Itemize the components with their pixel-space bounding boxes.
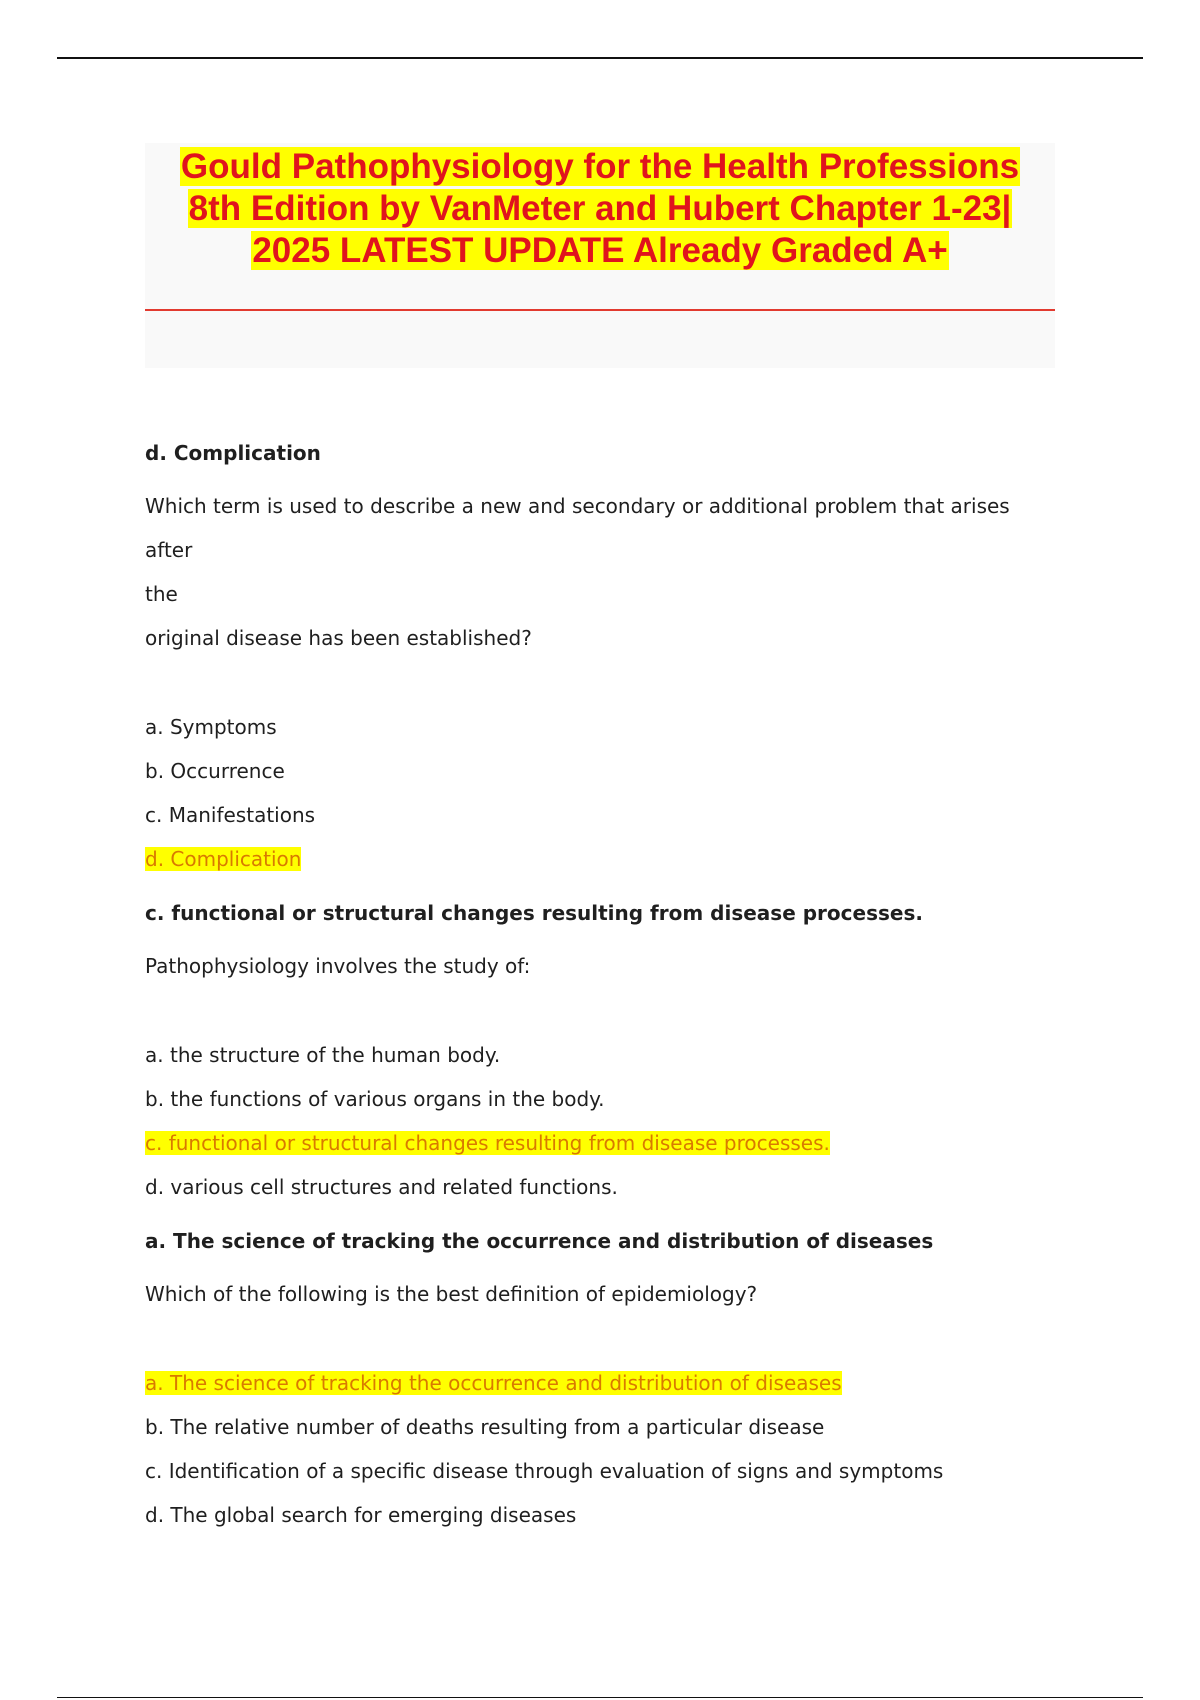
option-a: a. the structure of the human body. xyxy=(145,1043,501,1067)
answer-heading: c. functional or structural changes resulting from disease processes. xyxy=(145,901,923,925)
option-c: c. Manifestations xyxy=(145,803,316,827)
option-d-correct: d. Complication xyxy=(145,847,302,871)
bottom-rule xyxy=(57,1697,1143,1698)
question-list xyxy=(145,438,1055,1537)
answer-heading: d. Complication xyxy=(145,441,321,465)
title-line: Gould Pathophysiology for the Health Professions xyxy=(180,147,1020,186)
top-rule xyxy=(57,57,1143,59)
option-d: d. various cell structures and related functions. xyxy=(145,1175,618,1199)
option-b: b. The relative number of deaths resulting from a particular disease xyxy=(145,1415,825,1439)
option-c: c. Identification of a specific disease through evaluation of signs and symptoms xyxy=(145,1459,944,1483)
title-block xyxy=(145,143,1055,368)
title-line: 8th Edition by VanMeter and Hubert Chapter 1-23| xyxy=(188,189,1012,228)
option-b: b. Occurrence xyxy=(145,759,285,783)
title-underline xyxy=(145,309,1055,311)
title-line: 2025 LATEST UPDATE Already Graded A+ xyxy=(252,231,948,270)
option-c-correct: c. functional or structural changes resulting from disease processes. xyxy=(145,1131,830,1155)
question-text: Pathophysiology involves the study of: xyxy=(145,954,531,978)
question-text: Which of the following is the best definition of epidemiology? xyxy=(145,1282,758,1306)
option-a: a. Symptoms xyxy=(145,715,277,739)
answer-heading: a. The science of tracking the occurrence and distribution of diseases xyxy=(145,1229,934,1253)
option-a-correct: a. The science of tracking the occurrence and distribution of diseases xyxy=(145,1371,842,1395)
question-text: Which term is used to describe a new and secondary or additional problem that arises after the original disease has been established? xyxy=(145,494,1010,650)
document-title xyxy=(145,143,1055,272)
option-b: b. the functions of various organs in the body. xyxy=(145,1087,605,1111)
option-d: d. The global search for emerging diseases xyxy=(145,1503,577,1527)
